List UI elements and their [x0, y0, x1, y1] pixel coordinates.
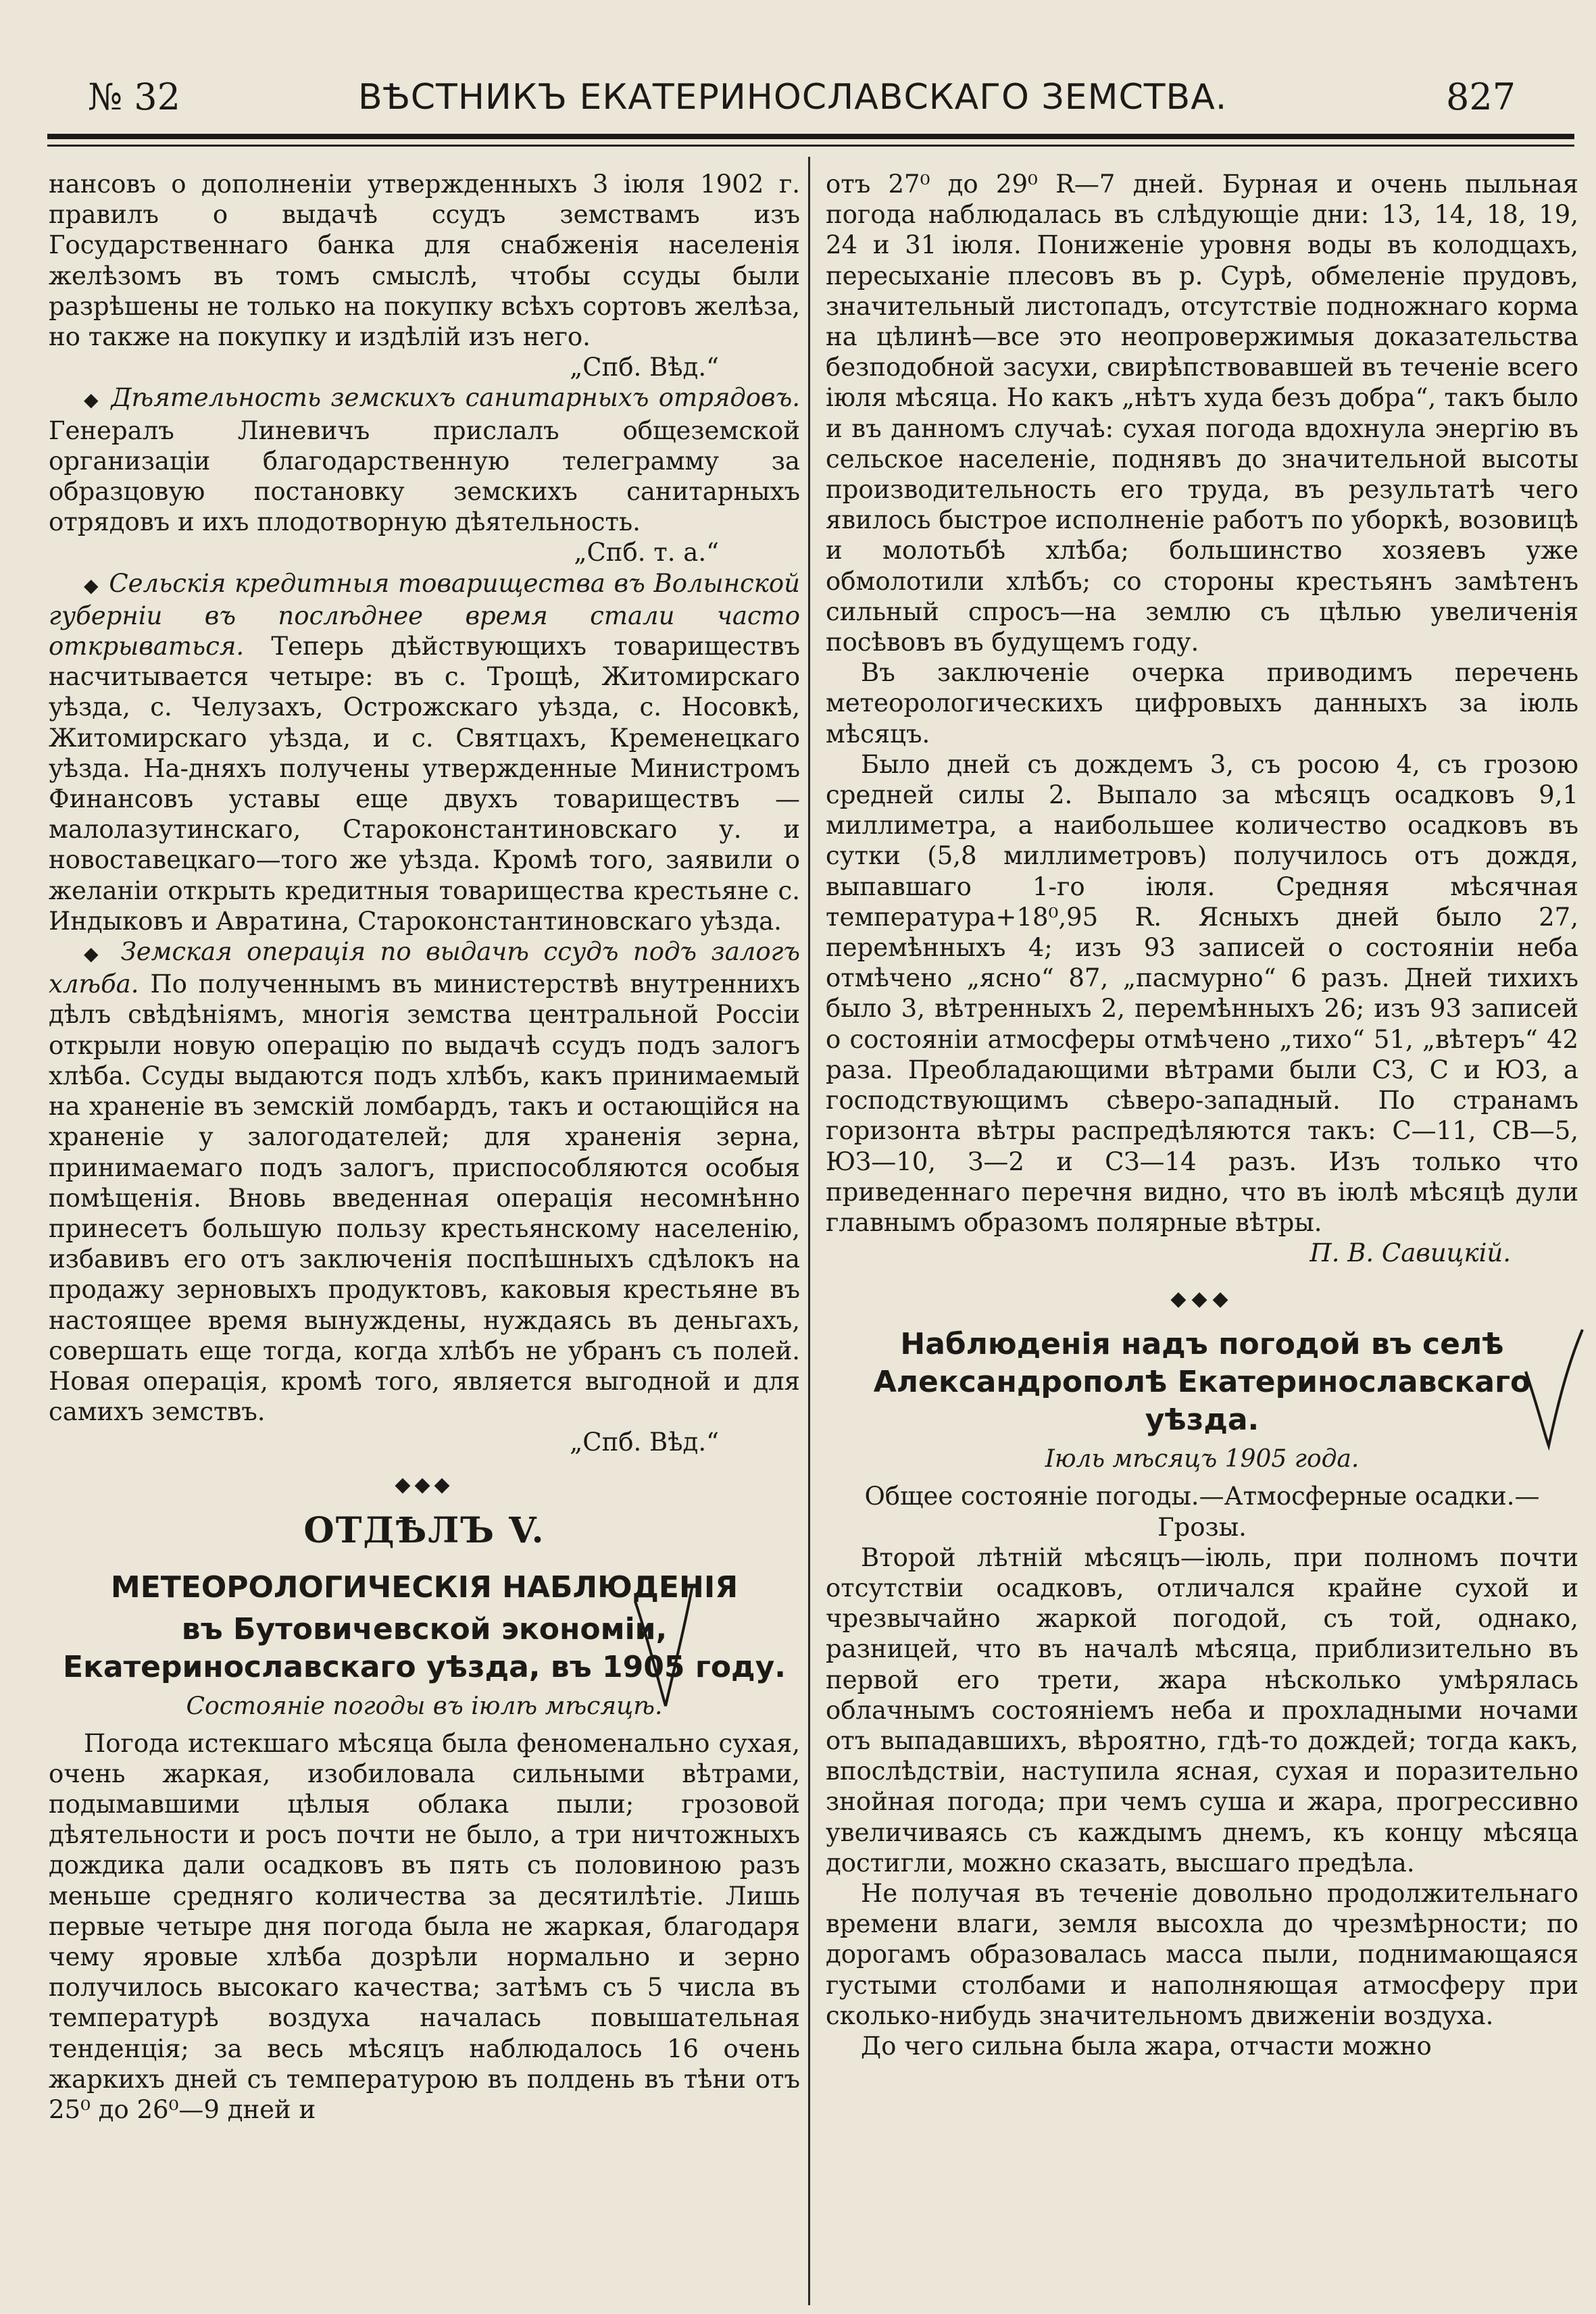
left-paragraph-1: нансовъ о дополненіи утвержденныхъ 3 іюля 1902 г. правилъ о выдачѣ ссудъ земствамъ изъ Государственнаго банка для снабженія населенія желѣзомъ въ томъ смыслѣ, чтобы ссуды были разрѣшены не только на покупку всѣхъ сортовъ желѣза, но также на покупку и издѣлій изъ него. [49, 170, 800, 352]
right-paragraph-5: Не получая въ теченіе довольно продолжительнаго времени влаги, земля высохла до чрезмѣрности; по дорогамъ образовалась масса пыли, поднимающаяся густыми столбами и наполняющая атмосферу при сколько-нибудь значительномъ движеніи воздуха. [826, 1878, 1578, 2030]
author-signature: П. В. Савицкій. [1310, 1238, 1511, 1268]
pencil-check-mark-icon [628, 1581, 703, 1716]
left-source-2: „Спб. т. а.“ [574, 538, 719, 568]
divider-ornament-icon: ◆◆◆ [1170, 1287, 1234, 1311]
right-paragraph-4: Второй лѣтній мѣсяцъ—іюль, при полномъ почти отсутствіи осадковъ, отличался крайне сухой и чрезвычайно жаркой погодой, съ той, однако, разницей, что въ началѣ мѣсяца, приблизительно въ первой его трети, жара нѣсколько умѣрялась облачнымъ состояніемъ неба и прохладными ночами отъ выпадавшихъ, вѣроятно, гдѣ-то дождей; тогда какъ, впослѣдствіи, наступила ясная, сухая и поразительно знойная погода; при чемъ суша и жара, прогрессивно увеличиваясь съ каждымъ днемъ, къ концу мѣсяца достигли, можно сказать, высшаго предѣла. [826, 1542, 1578, 1878]
left-source-3: „Спб. Вѣд.“ [570, 1428, 719, 1457]
article-title-2: въ Бутовичевской экономіи, Екатеринославскаго уѣзда, въ 1905 году. [63, 1611, 786, 1684]
header-rule-thin [47, 145, 1574, 147]
right-article-title: Наблюденія надъ погодой въ селѣ Александрополѣ Екатеринославскаго уѣзда. [873, 1327, 1531, 1438]
left-column [49, 169, 800, 2125]
right-paragraph-3: Было дней съ дождемъ 3, съ росою 4, съ грозою средней силы 2. Выпало за мѣсяцъ осадковъ 9,1 миллиметра, а наибольшее количество осадковъ въ сутки (5,8 миллиметровъ) получилось отъ дождя, выпавшаго 1-го іюля. Средняя мѣсячная температура+18⁰,95 R. Ясныхъ дней было 27, перемѣнныхъ 4; изъ 93 записей о состояніи неба отмѣчено „ясно“ 87, „пасмурно“ 6 разъ. Дней тихихъ было 3, вѣтренныхъ 2, перемѣнныхъ 26; изъ 93 записей о состояніи атмосферы отмѣчено „тихо“ 51, „вѣтеръ“ 42 раза. Преобладающими вѣтрами были СЗ, С и ЮЗ, а господствующимъ сѣверо-западный. По странамъ горизонта вѣтры распредѣляются такъ: С—11, СВ—5, ЮЗ—10, З—2 и СЗ—14 разъ. Изъ только что приведеннаго перечня видно, что въ іюлѣ мѣсяцѣ дули главнымъ образомъ полярные вѣтры. [826, 749, 1578, 1237]
ornament-icon: ◆ [84, 388, 102, 411]
left-paragraph-2 [49, 382, 800, 537]
pencil-check-mark-icon-2 [1520, 1324, 1588, 1453]
article-paragraph-1: Погода истекшаго мѣсяца была феноменально сухая, очень жаркая, изобиловала сильными вѣтрами, подымавшими цѣлыя облака пыли; грозовой дѣятельности и росъ почти не было, а три ничтожныхъ дождика дали осадковъ въ пять съ половиною разъ меньше средняго количества за десятилѣтіе. Лишь первые четыре дня погода была не жаркая, благодаря чему яровые хлѣба дозрѣли нормально и зерно получилось высокаго качества; затѣмъ съ 5 числа въ температурѣ воздуха началась повышательная тенденція; за весь мѣсяцъ наблюдалось 16 очень жаркихъ дней съ температурою въ полдень въ тѣни отъ 25⁰ до 26⁰—9 дней и [49, 1728, 800, 2124]
right-heading: Общее состояніе погоды.—Атмосферные осадки.—Грозы. [864, 1482, 1540, 1542]
issue-number: № 32 [88, 76, 180, 118]
page-number: 827 [1446, 76, 1516, 118]
right-column [826, 169, 1578, 2061]
column-separator [808, 157, 810, 2305]
left-paragraph-4-text: По полученнымъ въ министерствѣ внутреннихъ дѣлъ свѣдѣніямъ, многія земства центральной Россіи открыли новую операцію по выдачѣ ссудъ подъ залогъ хлѣба. Ссуды выдаются подъ хлѣбъ, какъ принимаемый на храненіе въ земскій ломбардъ, такъ и остающійся на храненіе у залогодателей; для храненія зерна, принимаемаго подъ залогъ, приспособляются особыя помѣщенія. Вновь введенная операція несомнѣнно принесетъ большую пользу крестьянскому населенію, избавивъ его отъ заключенія поспѣшныхъ сдѣлокъ на продажу зерновыхъ продуктовъ, каковыя крестьяне въ настоящее время вынуждены, нуждаясь въ деньгахъ, совершать еще тогда, когда хлѣбъ не убранъ съ полей. Новая операція, кромѣ того, является выгодной и для самихъ земствъ. [49, 970, 800, 1427]
left-paragraph-2-text: Генералъ Линевичъ прислалъ общеземской организаціи благодарственную телеграмму за образцовую постановку земскихъ санитарныхъ отрядовъ и ихъ плодотворную дѣятельность. [49, 416, 800, 537]
left-paragraph-3 [49, 568, 800, 936]
right-paragraph-6: До чего сильна была жара, отчасти можно [861, 2031, 1432, 2061]
article-title: МЕТЕОРОЛОГИЧЕСКІЯ НАБЛЮДЕНІЯ [110, 1569, 739, 1605]
right-paragraph-2: Въ заключеніе очерка приводимъ перечень метеорологическихъ цифровыхъ данныхъ за іюль мѣсяцъ. [826, 658, 1578, 749]
section-ornament-icon: ◆◆◆ [395, 1472, 454, 1496]
right-paragraph-1: отъ 27⁰ до 29⁰ R—7 дней. Бурная и очень пыльная погода наблюдалась въ слѣдующіе дни: 13, 14, 18, 19, 24 и 31 іюля. Пониженіе уровня воды въ колодцахъ, пересыханіе плесовъ въ р. Сурѣ, обмеленіе прудовъ, значительный листопадъ, отсутствіе подножнаго корма на цѣлинѣ—все это неопровержимыя доказательства безподобной засухи, свирѣпствовавшей въ теченіе всего іюля мѣсяца. Но какъ „нѣтъ худа безъ добра“, такъ было и въ данномъ случаѣ: сухая погода вдохнула энергію въ сельское населеніе, поднявъ до значительной высоты производительность его труда, въ результатѣ чего явилось быстрое исполненіе работъ по уборкѣ, возовицѣ и молотьбѣ хлѣба; большинство хозяевъ уже обмолотили хлѣбъ; со стороны крестьянъ замѣтенъ сильный спросъ—на землю съ цѣлью увеличенія посѣвовъ въ будущемъ году. [826, 170, 1578, 657]
header-rule-thick [47, 134, 1574, 139]
journal-title: ВѢСТНИКЪ ЕКАТЕРИНОСЛАВСКАГО ЗЕМСТВА. [358, 77, 1228, 118]
ornament-icon: ◆ [84, 942, 107, 965]
left-paragraph-4 [49, 936, 800, 1427]
left-paragraph-3-text: Теперь дѣйствующихъ товариществъ насчитывается четыре: въ с. Трощѣ, Житомирскаго уѣзда, с. Челузахъ, Острожскаго уѣзда, с. Носовкѣ, Житомирскаго уѣзда, и с. Святцахъ, Кременецкаго уѣзда. На-дняхъ получены утвержденные Министромъ Финансовъ уставы еще двухъ товариществъ — малолазутинскаго, Староконстантиновскаго у. и новоставецкаго—того же уѣзда. Кромѣ того, заявили о желаніи открыть кредитныя товарищества крестьяне с. Индыковъ и Авратина, Староконстантиновскаго уѣзда. [49, 632, 800, 936]
left-paragraph-3-title: Сельскія кредитныя товарищества въ Волынской губерніи въ послѣднее время стали часто открываться. [49, 568, 800, 661]
ornament-icon: ◆ [84, 574, 101, 597]
left-source-1: „Спб. Вѣд.“ [570, 353, 719, 382]
article-subtitle: Состояніе погоды въ іюлѣ мѣсяцѣ. [186, 1692, 663, 1720]
right-article-subtitle: Іюль мѣсяцъ 1905 года. [1045, 1445, 1360, 1474]
left-paragraph-2-title: Дѣятельность земскихъ санитарныхъ отрядовъ. [111, 383, 800, 413]
section-title: ОТДѢЛЪ V. [303, 1509, 545, 1551]
left-paragraph-4-title: Земская операція по выдачѣ ссудъ подъ залогъ хлѣба. [49, 937, 800, 999]
